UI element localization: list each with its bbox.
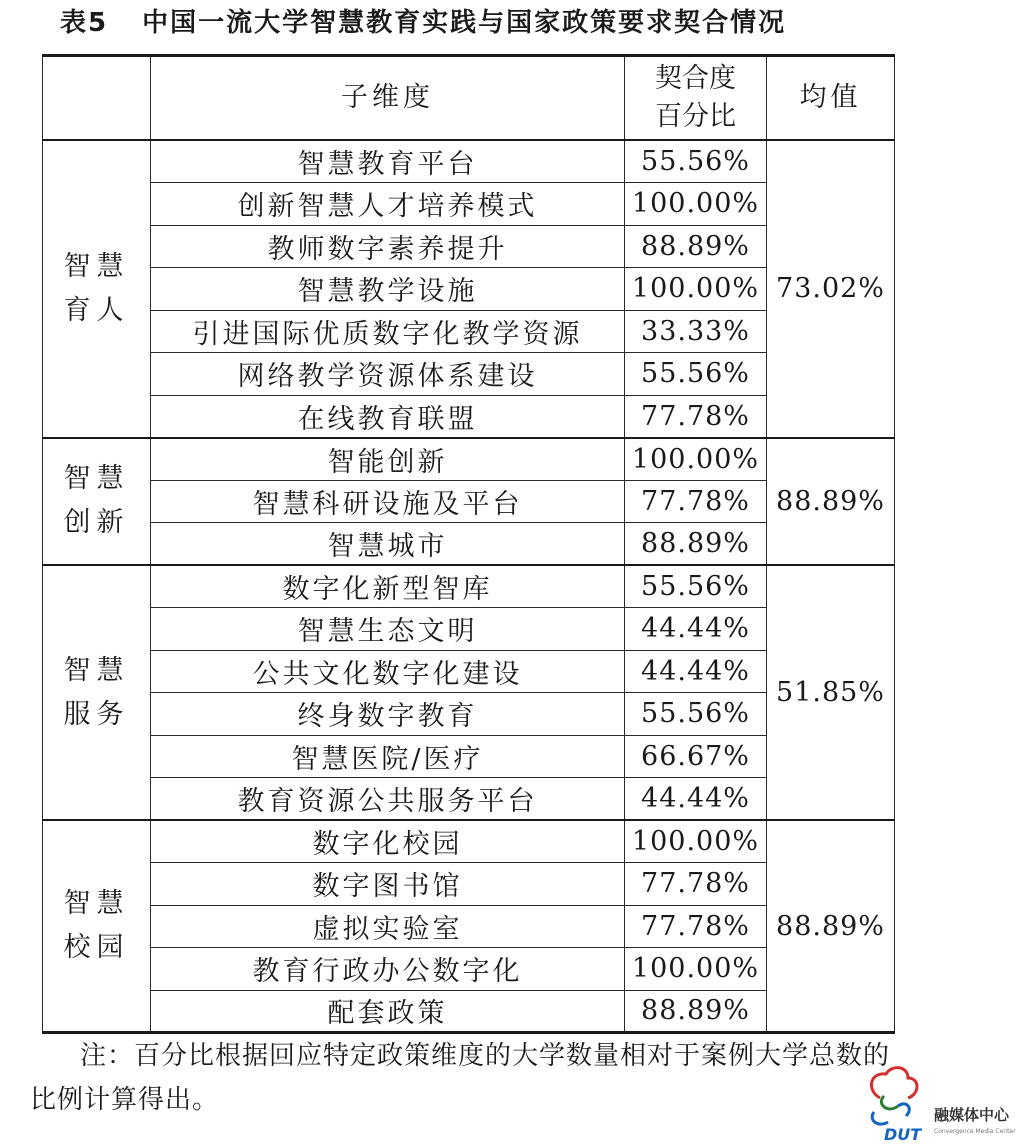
subdimension-cell: 虚拟实验室 [151,905,625,948]
media-center-logo [858,1060,1024,1144]
table-row [43,140,895,183]
footnote: 注：百分比根据回应特定政策维度的大学数量相对于案例大学总数的比例计算得出。 [30,1041,891,1115]
subdimension-cell: 在线教育联盟 [151,395,625,438]
header-blank-cell [43,56,151,141]
subdimension-cell: 智能创新 [151,438,625,481]
average-cell: 73.02% [767,140,895,438]
subdimension-cell: 教育资源公共服务平台 [151,778,625,821]
percentage-cell: 88.89% [625,990,767,1033]
subdimension-cell: 创新智慧人才培养模式 [151,183,625,226]
percentage-cell: 44.44% [625,608,767,651]
percentage-cell: 77.78% [625,863,767,906]
subdimension-cell: 配套政策 [151,990,625,1033]
header-percentage [625,56,767,141]
subdimension-cell: 教育行政办公数字化 [151,948,625,991]
percentage-cell: 77.78% [625,395,767,438]
media-center-subtitle: Convergence Media Center [934,1128,1016,1135]
percentage-cell: 88.89% [625,523,767,566]
dimension-cell [43,565,151,820]
table-row [43,438,895,481]
dimension-line2: 校园 [63,932,130,963]
dimension-cell [43,438,151,566]
table-row [43,565,895,608]
percentage-cell: 88.89% [625,225,767,268]
dimension-line1: 智慧 [63,463,130,495]
data-table [42,54,895,1034]
subdimension-cell: 智慧教育平台 [151,140,625,183]
subdimension-cell: 数字化新型智库 [151,565,625,608]
percentage-cell: 55.56% [625,693,767,736]
percentage-cell: 77.78% [625,480,767,523]
percentage-cell: 55.56% [625,353,767,396]
subdimension-cell: 智慧城市 [151,523,625,566]
percentage-cell: 66.67% [625,735,767,778]
percentage-cell: 100.00% [625,820,767,863]
table-number: 表5 [60,8,109,38]
table-row [43,820,895,863]
subdimension-cell: 智慧生态文明 [151,608,625,651]
percentage-cell: 44.44% [625,778,767,821]
percentage-cell: 77.78% [625,905,767,948]
header-subdimension: 子维度 [151,56,625,141]
percentage-cell: 100.00% [625,948,767,991]
header-percentage-line1: 契合度 [655,63,736,94]
average-cell: 88.89% [767,438,895,566]
subdimension-cell: 终身数字教育 [151,693,625,736]
subdimension-cell: 网络教学资源体系建设 [151,353,625,396]
media-center-name: 融媒体中心 [934,1106,1010,1124]
subdimension-cell: 智慧医院/医疗 [151,735,625,778]
table-title [60,0,960,46]
dimension-line1: 智慧 [63,654,130,686]
average-cell: 88.89% [767,820,895,1033]
dimension-line1: 智慧 [63,250,130,282]
average-cell: 51.85% [767,565,895,820]
dimension-line2: 创新 [63,507,130,539]
subdimension-cell: 教师数字素养提升 [151,225,625,268]
subdimension-cell: 公共文化数字化建设 [151,650,625,693]
subdimension-cell: 数字图书馆 [151,863,625,906]
subdimension-cell: 数字化校园 [151,820,625,863]
dimension-cell [43,140,151,438]
svg-text:DUT: DUT [884,1125,922,1144]
subdimension-cell: 引进国际优质数字化教学资源 [151,310,625,353]
header-percentage-line2: 百分比 [655,101,736,132]
header-row [43,56,895,141]
dimension-line1: 智慧 [63,888,130,919]
dimension-line2: 服务 [63,698,130,730]
percentage-cell: 100.00% [625,438,767,481]
swirl-logo-icon [858,1060,938,1144]
table-caption: 中国一流大学智慧教育实践与国家政策要求契合情况 [142,8,787,38]
dimension-cell [43,820,151,1033]
subdimension-cell: 智慧教学设施 [151,268,625,311]
subdimension-cell: 智慧科研设施及平台 [151,480,625,523]
percentage-cell: 55.56% [625,565,767,608]
percentage-cell: 55.56% [625,140,767,183]
percentage-cell: 33.33% [625,310,767,353]
percentage-cell: 100.00% [625,183,767,226]
header-average: 均值 [767,56,895,141]
dimension-line2: 育人 [63,294,130,326]
percentage-cell: 44.44% [625,650,767,693]
percentage-cell: 100.00% [625,268,767,311]
